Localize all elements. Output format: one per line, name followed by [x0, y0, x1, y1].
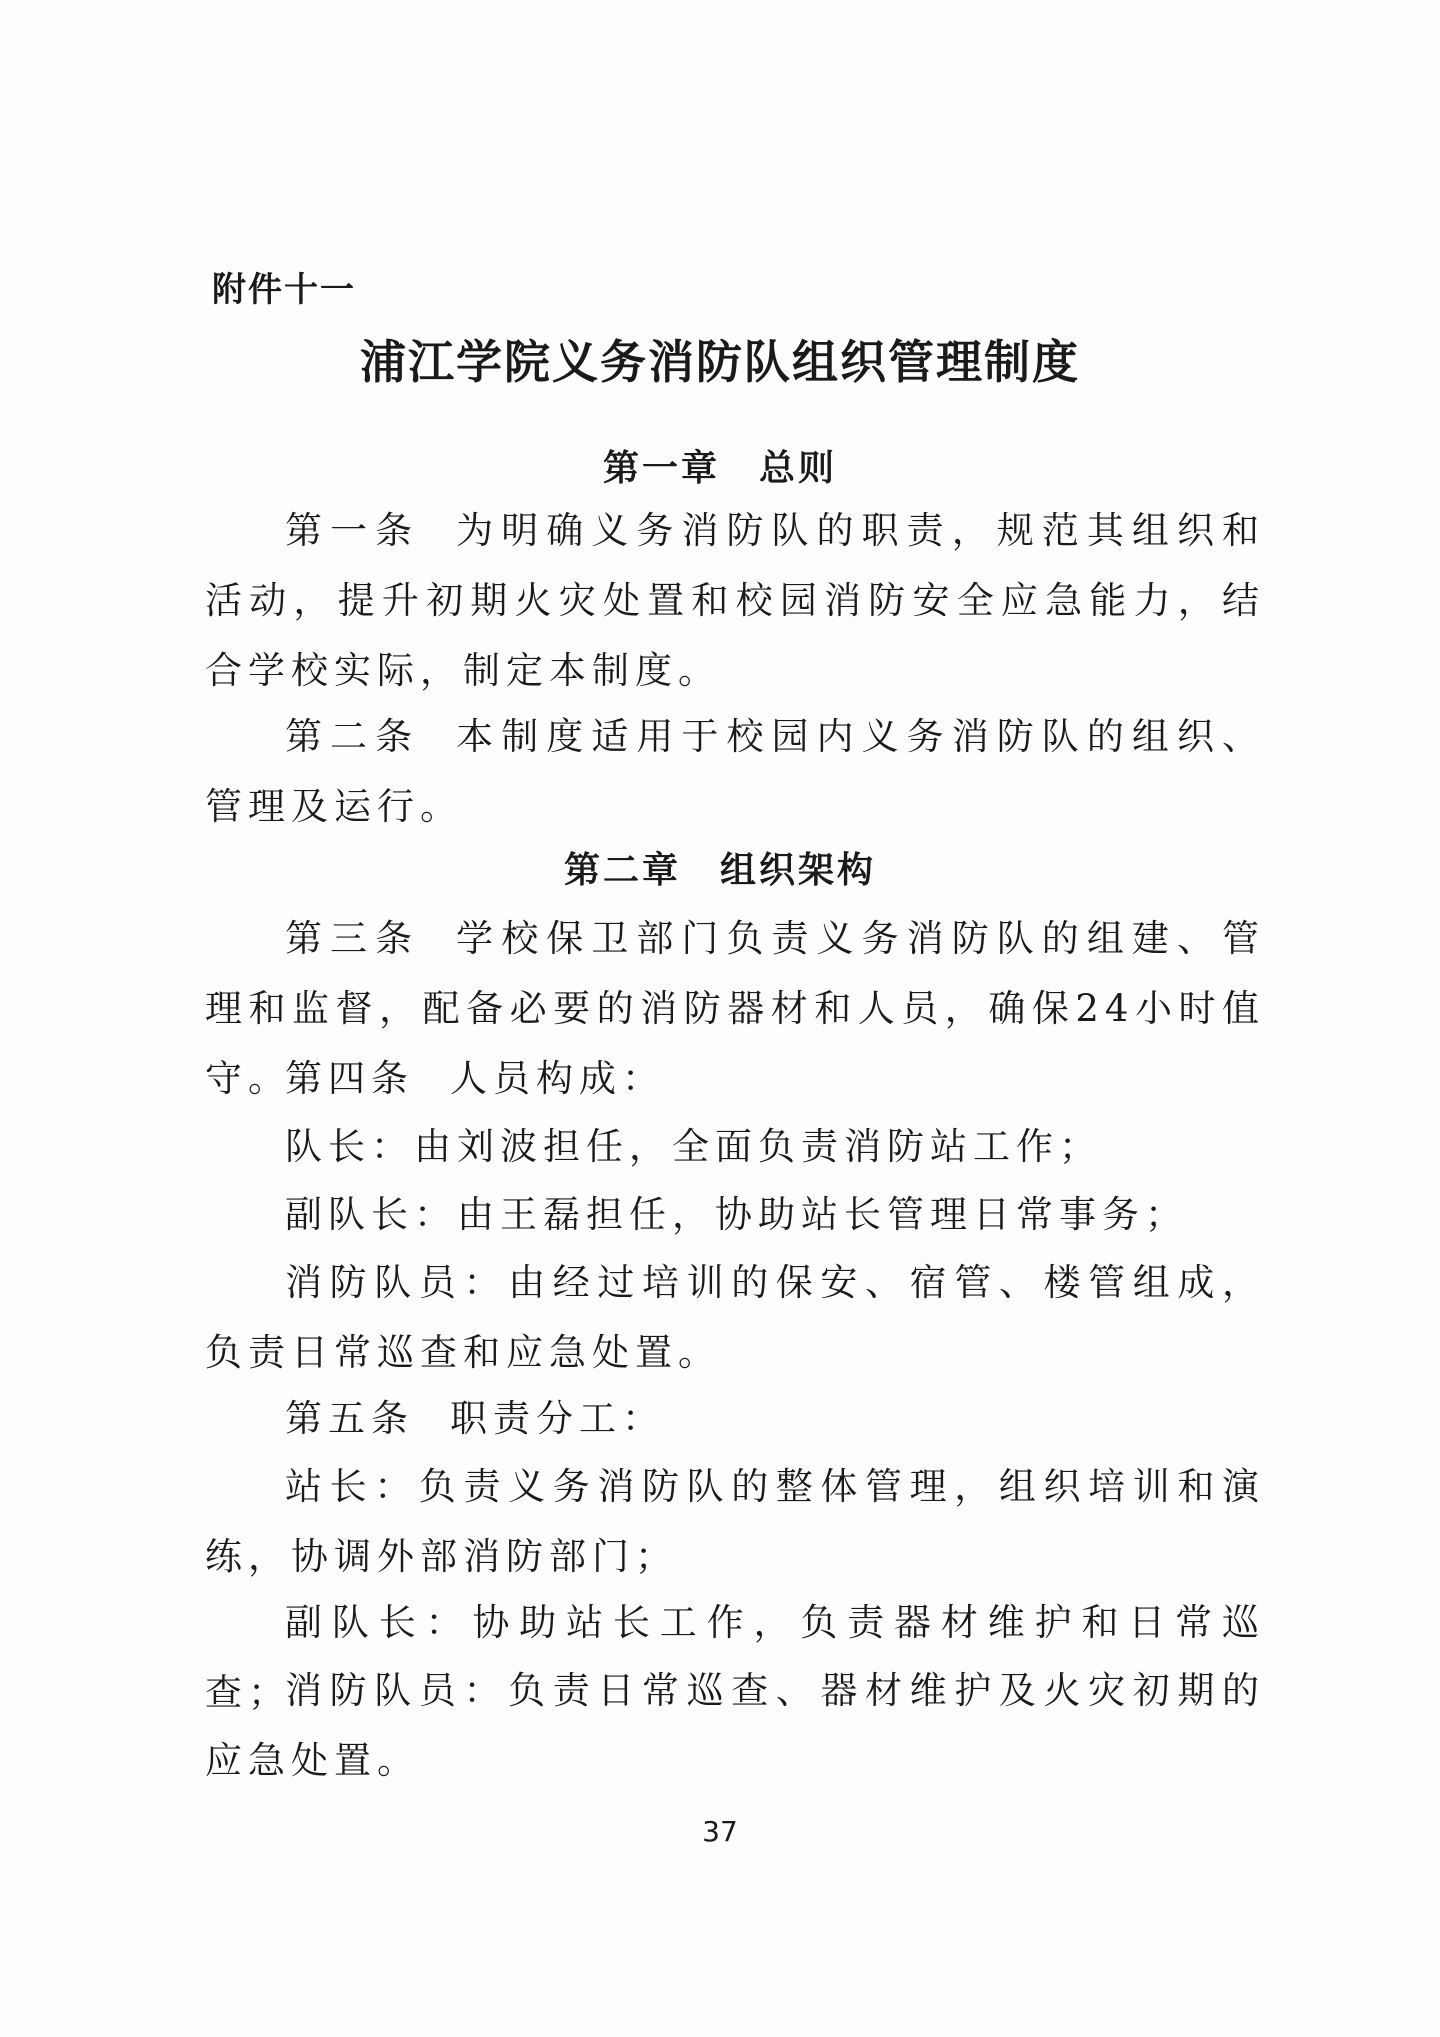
role-deputy: 副队长：由王磊担任，协助站长管理日常事务；: [285, 1193, 1188, 1236]
duty-members: 消防队员：负责日常巡查、器材维护及火灾初期的应急处置。: [205, 1669, 1265, 1782]
article-3-label: 第三条: [285, 917, 421, 960]
article-5: [205, 1384, 1265, 1454]
article-5-text: 职责分工：: [450, 1397, 665, 1440]
chapter-2-heading: 第二章 组织架构: [563, 850, 876, 891]
article-2-label: 第二条: [285, 715, 421, 758]
article-4-label: 第四条: [285, 1057, 414, 1100]
chapter-1-heading: 第一章 总则: [602, 448, 837, 489]
article-1-label: 第一条: [285, 509, 421, 552]
role-leader: 队长：由刘波担任，全面负责消防站工作；: [285, 1125, 1102, 1168]
article-3-text: 学校保卫部门负责义务消防队的组建、管理和监督，配备必要的消防器材和人员，确保24小时值守。: [205, 917, 1266, 1100]
page-number: 37: [702, 1815, 738, 1848]
role-members: 消防队员：由经过培训的保安、宿管、楼管组成，负责日常巡查和应急处置。: [205, 1261, 1265, 1374]
article-2-text: 本制度适用于校园内义务消防队的组织、管理及运行。: [205, 715, 1266, 828]
article-4-text: 人员构成：: [450, 1057, 665, 1100]
article-4: [205, 1044, 1265, 1114]
article-1-text: 为明确义务消防队的职责，规范其组织和活动，提升初期火灾处置和校园消防安全应急能力，结合学校实际，制定本制度。: [205, 509, 1266, 692]
attachment-label: 附件十一: [212, 270, 356, 310]
duty-deputy: 副队长：协助站长工作，负责器材维护和日常巡查；: [205, 1601, 1265, 1714]
duty-chief: 站长：负责义务消防队的整体管理，组织培训和演练，协调外部消防部门；: [205, 1465, 1265, 1578]
article-2: [205, 702, 1265, 842]
article-1: [205, 496, 1265, 706]
article-5-label: 第五条: [285, 1397, 414, 1440]
document-title: 浦江学院义务消防队组织管理制度: [360, 335, 1080, 389]
